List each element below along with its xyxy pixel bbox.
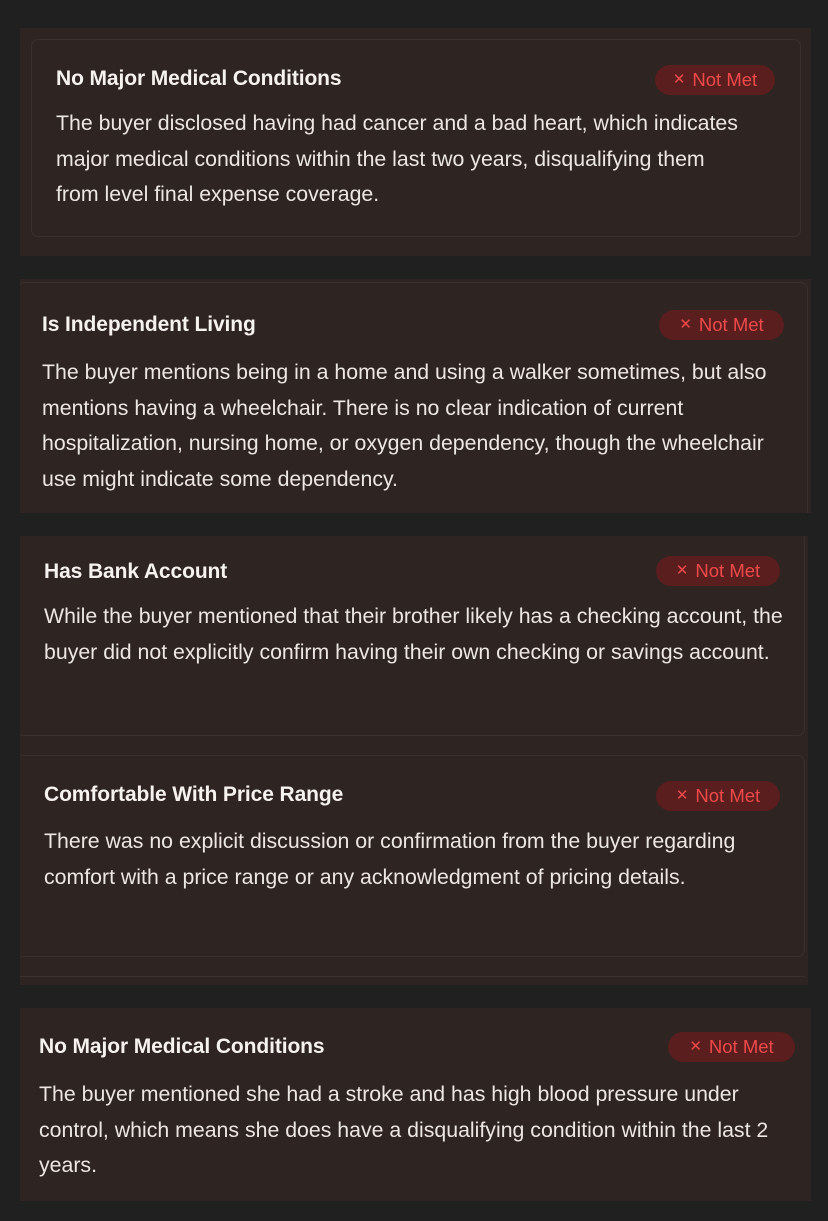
close-x-icon: ✕ [689,1038,702,1055]
criteria-panel-2 [20,279,811,513]
criterion-reason: The buyer disclosed having had cancer and a bad heart, which indicates major medical conditions within the last two years, disqualifying them from level final expense coverage. [56,111,738,206]
criterion-reason: The buyer mentions being in a home and using a walker sometimes, but also mentions having a wheelchair. There is no clear indication of current hospitalization, nursing home, or oxygen dependency, though the wheelchair use might indicate some dependency. [42,360,767,491]
status-badge [659,310,784,340]
status-badge [656,556,780,586]
status-badge-label: Not Met [698,314,764,335]
divider [20,976,805,977]
criterion-card [20,536,805,736]
criterion-title: Has Bank Account [44,560,228,583]
criterion-card [31,39,801,237]
status-badge [668,1032,795,1062]
criterion-title: No Major Medical Conditions [39,1035,325,1058]
criteria-panel-1 [20,28,811,256]
status-badge-label: Not Met [695,785,761,806]
status-badge-label: Not Met [692,69,758,90]
status-badge-label: Not Met [695,560,761,581]
criterion-reason: The buyer mentioned she had a stroke and has high blood pressure under control, which means she does have a disqualifying condition within the last 2 years. [39,1082,769,1177]
close-x-icon: ✕ [672,71,686,88]
status-badge-label: Not Met [708,1036,774,1057]
close-x-icon: ✕ [675,562,689,579]
status-badge [656,781,780,811]
criterion-title: Is Independent Living [42,313,256,336]
close-x-icon: ✕ [675,787,689,804]
criteria-panel-4 [20,1008,811,1201]
criteria-panel-3 [20,536,808,985]
criterion-card [20,755,805,957]
criterion-reason: While the buyer mentioned that their brother likely has a checking account, the buyer did not explicitly confirm having their own checking or savings account. [44,604,783,664]
status-badge [655,65,775,95]
criterion-title: Comfortable With Price Range [44,783,344,806]
criterion-card [20,282,808,513]
close-x-icon: ✕ [679,316,692,333]
criterion-title: No Major Medical Conditions [56,67,342,90]
criterion-reason: There was no explicit discussion or confirmation from the buyer regarding comfort with a price range or any acknowledgment of pricing details. [44,829,736,889]
